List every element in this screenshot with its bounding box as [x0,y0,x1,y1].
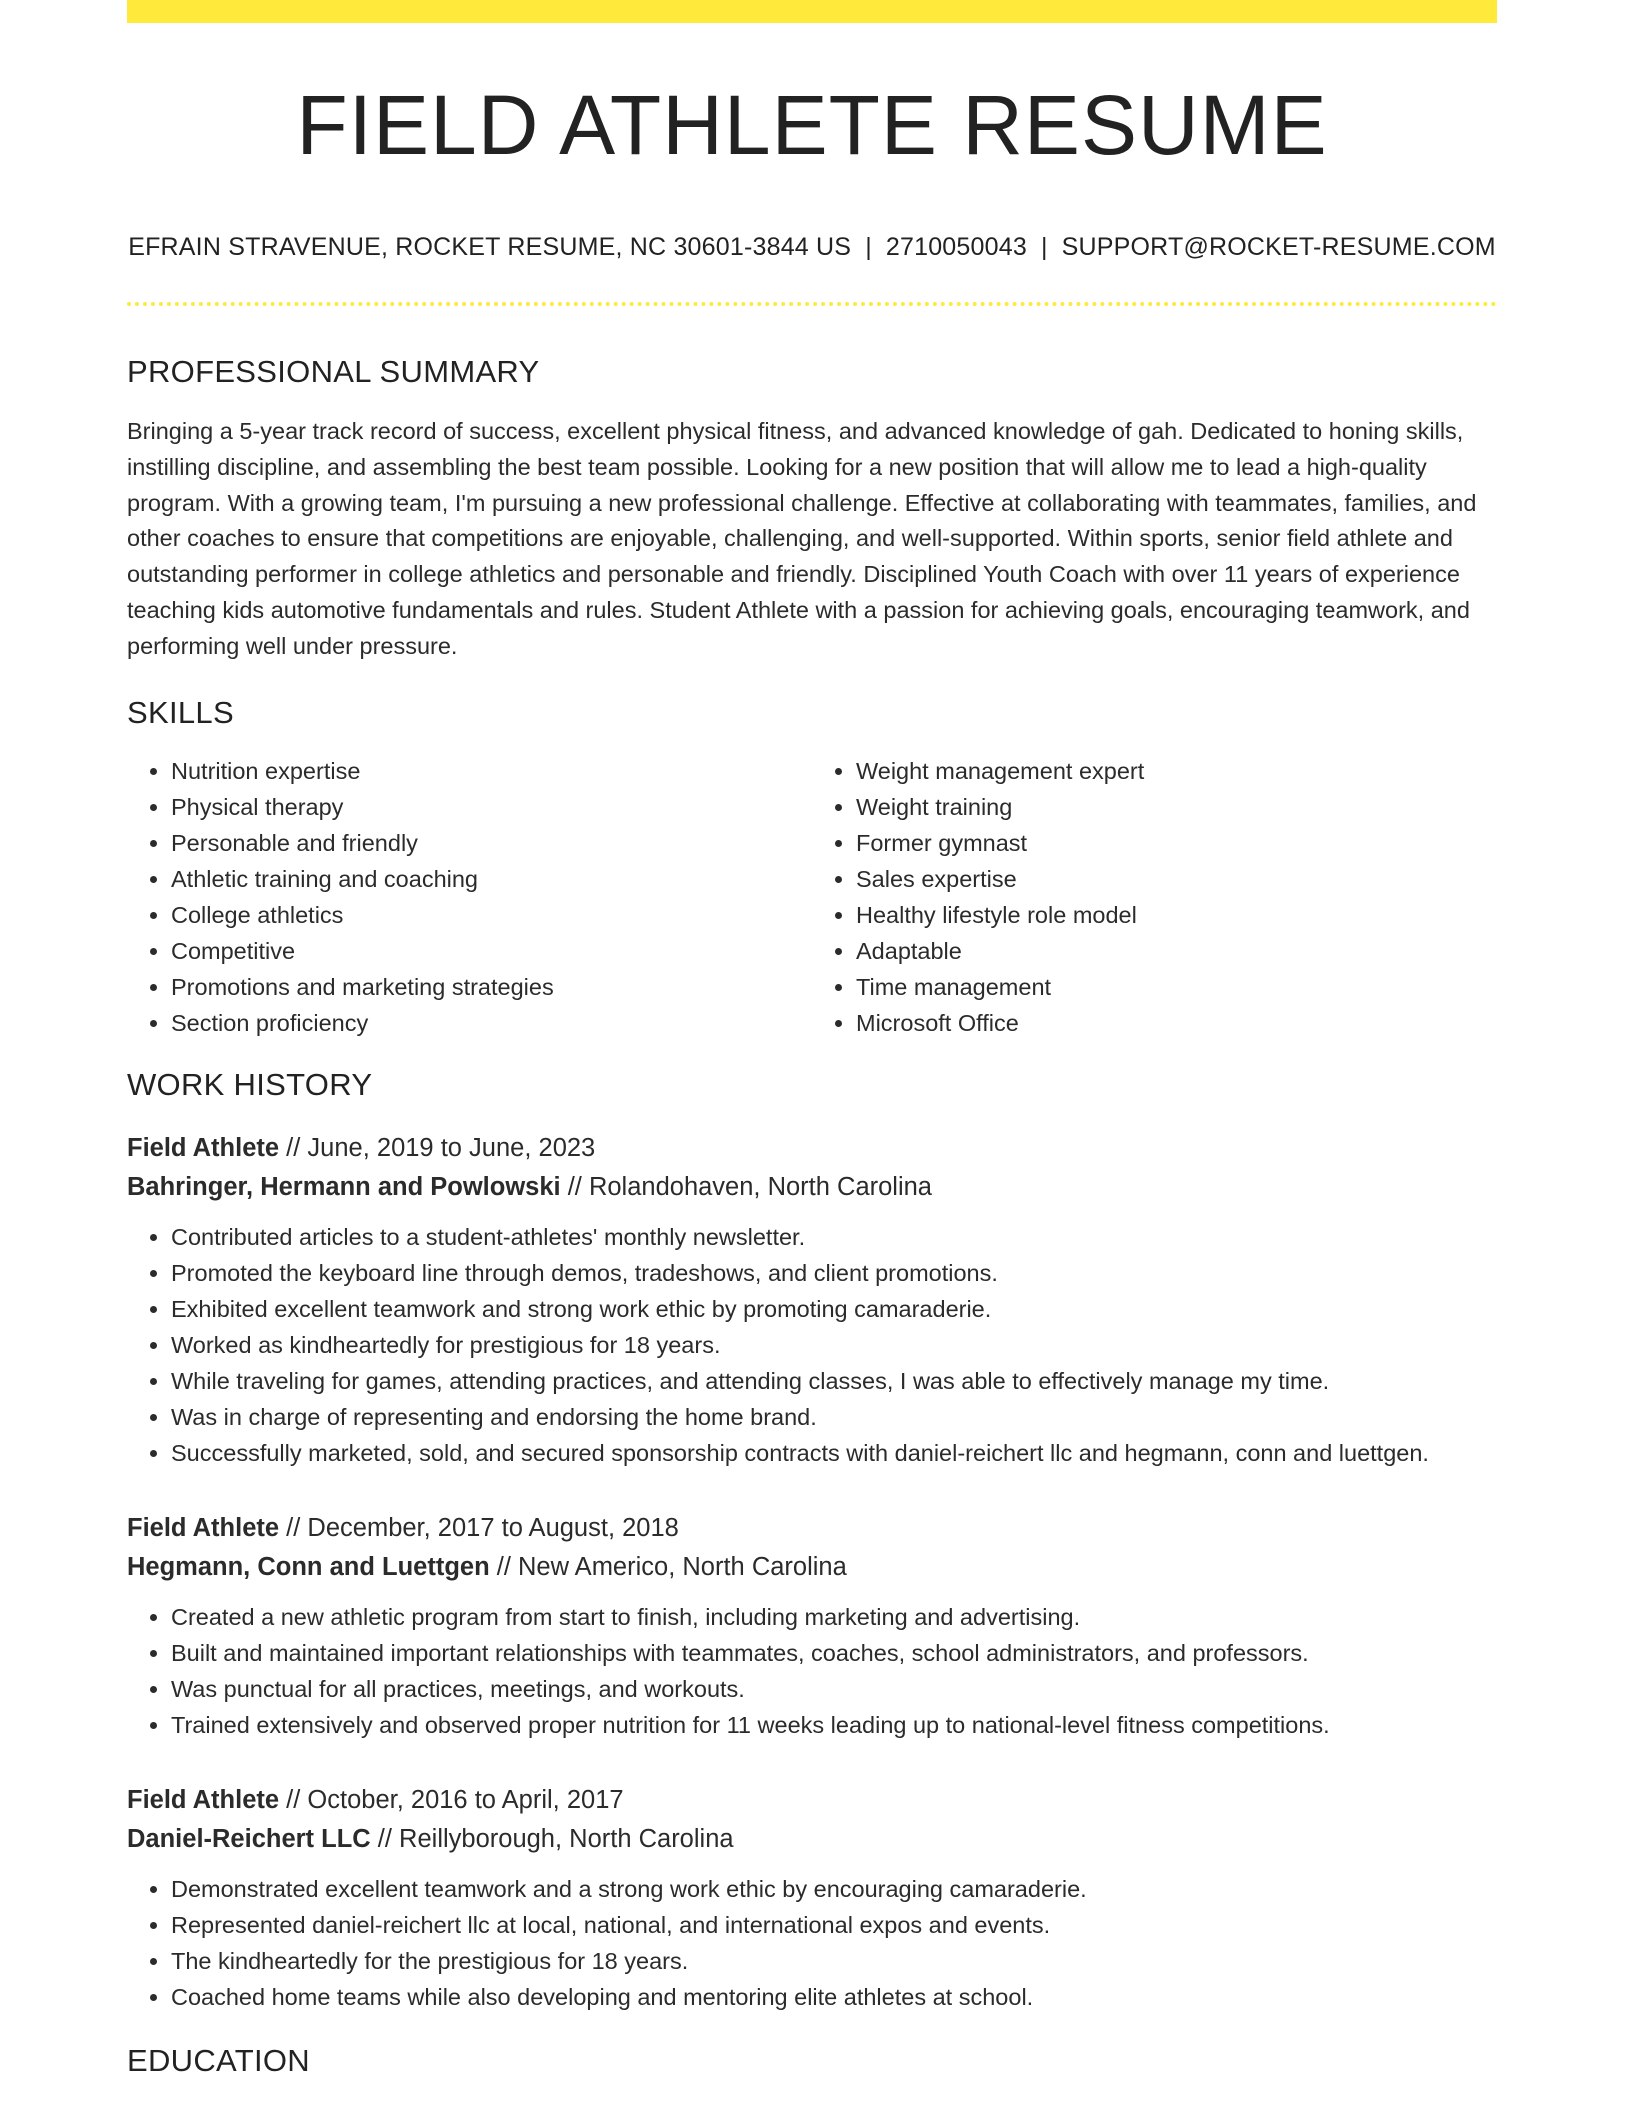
job-location: // Rolandohaven, North Carolina [560,1172,932,1201]
job-location: // Reillyborough, North Carolina [370,1824,734,1853]
job-title-line [127,1129,1497,1168]
job-bullet: • Worked as kindheartedly for prestigious for 18 years. [171,1327,1497,1363]
accent-bar [127,0,1497,23]
job-company-line [127,1168,1497,1207]
job-bullet: • Was punctual for all practices, meetings, and workouts. [171,1671,1497,1707]
job-bullet: • Was in charge of representing and endorsing the home brand. [171,1399,1497,1435]
job-bullets [127,1599,1497,1743]
job-bullet: • Successfully marketed, sold, and secured sponsorship contracts with daniel-reichert llc and hegmann, conn and luettgen. [171,1435,1497,1471]
job-bullet: • Built and maintained important relationships with teammates, coaches, school administrators, and professors. [171,1635,1497,1671]
job-bullet: • Represented daniel-reichert llc at local, national, and international expos and events. [171,1907,1497,1943]
skill-item: • Athletic training and coaching [171,861,812,897]
resume-page [127,0,1497,2079]
skill-item: • Competitive [171,933,812,969]
job-bullets [127,1871,1497,2015]
job-title: Field Athlete [127,1785,280,1814]
job-entry [127,1509,1497,1743]
contact-address: EFRAIN STRAVENUE, ROCKET RESUME, NC 30601-3844 US [128,233,852,261]
skill-item: • Former gymnast [856,825,1497,861]
skill-item: • Section proficiency [171,1005,812,1041]
contact-email: SUPPORT@ROCKET-RESUME.COM [1061,233,1496,261]
job-company-line [127,1820,1497,1859]
job-bullet: • Exhibited excellent teamwork and strong work ethic by promoting camaraderie. [171,1291,1497,1327]
job-location: // New Americo, North Carolina [489,1552,847,1581]
job-dates: // June, 2019 to June, 2023 [279,1133,596,1162]
skill-item: • College athletics [171,897,812,933]
job-company: Daniel-Reichert LLC [127,1824,371,1853]
work-history-heading: WORK HISTORY [127,1066,373,1102]
job-title-line [127,1781,1497,1820]
job-bullets [127,1219,1497,1471]
contact-phone: 2710050043 [885,233,1027,261]
job-bullet: • The kindheartedly for the prestigious for 18 years. [171,1943,1497,1979]
skill-item: • Promotions and marketing strategies [171,969,812,1005]
job-bullet: • Trained extensively and observed proper nutrition for 11 weeks leading up to national-level fitness competitions. [171,1707,1497,1743]
skill-item: • Physical therapy [171,789,812,825]
dotted-divider [127,302,1497,306]
skills-column-right [812,753,1497,1041]
education-heading: EDUCATION [127,2042,310,2078]
job-dates: // October, 2016 to April, 2017 [279,1785,624,1814]
job-company-line [127,1548,1497,1587]
skill-item: • Healthy lifestyle role model [856,897,1497,933]
contact-separator: | [1040,233,1048,261]
skill-item: • Weight management expert [856,753,1497,789]
job-bullet: • Created a new athletic program from start to finish, including marketing and advertising. [171,1599,1497,1635]
resume-title: FIELD ATHLETE RESUME [296,78,1328,172]
skill-item: • Adaptable [856,933,1497,969]
job-dates: // December, 2017 to August, 2018 [279,1513,679,1542]
skill-item: • Nutrition expertise [171,753,812,789]
contact-separator: | [865,233,872,261]
job-entry [127,1129,1497,1471]
job-company: Hegmann, Conn and Luettgen [127,1552,490,1581]
job-bullet: • Demonstrated excellent teamwork and a strong work ethic by encouraging camaraderie. [171,1871,1497,1907]
skills-column-left [127,753,812,1041]
contact-line [127,233,1497,262]
job-company: Bahringer, Hermann and Powlowski [127,1172,561,1201]
job-bullet: • Promoted the keyboard line through demos, tradeshows, and client promotions. [171,1255,1497,1291]
job-title-line [127,1509,1497,1548]
skill-item: • Weight training [856,789,1497,825]
skill-item: • Sales expertise [856,861,1497,897]
skills-list [127,753,1497,1041]
job-entry [127,1781,1497,2015]
skill-item: • Time management [856,969,1497,1005]
skill-item: • Microsoft Office [856,1005,1497,1041]
job-title: Field Athlete [127,1513,280,1542]
job-bullet: • While traveling for games, attending practices, and attending classes, I was able to effectively manage my time. [171,1363,1497,1399]
skills-heading: SKILLS [127,694,234,730]
job-title: Field Athlete [127,1133,280,1162]
summary-text: Bringing a 5-year track record of success, excellent physical fitness, and advanced knowledge of gah. Dedicated to honing skills, instilling discipline, and assembling the best team possible. Looking for a new position that will allow me to lead a high-quality program. With a growing team, I'm pursuing a new professional challenge. Effective at collaborating with teammates, families, and other coaches to ensure that competitions are enjoyable, challenging, and well-supported. Within sports, senior field athlete and outstanding performer in college athletics and personable and friendly. Disciplined Youth Coach with over 11 years of experience teaching kids automotive fundamentals and rules. Student Athlete with a passion for achieving goals, encouraging teamwork, and performing well under pressure. [127,418,1477,659]
summary-heading: PROFESSIONAL SUMMARY [127,354,540,389]
job-bullet: • Coached home teams while also developing and mentoring elite athletes at school. [171,1979,1497,2015]
job-bullet: • Contributed articles to a student-athletes' monthly newsletter. [171,1219,1497,1255]
skill-item: • Personable and friendly [171,825,812,861]
